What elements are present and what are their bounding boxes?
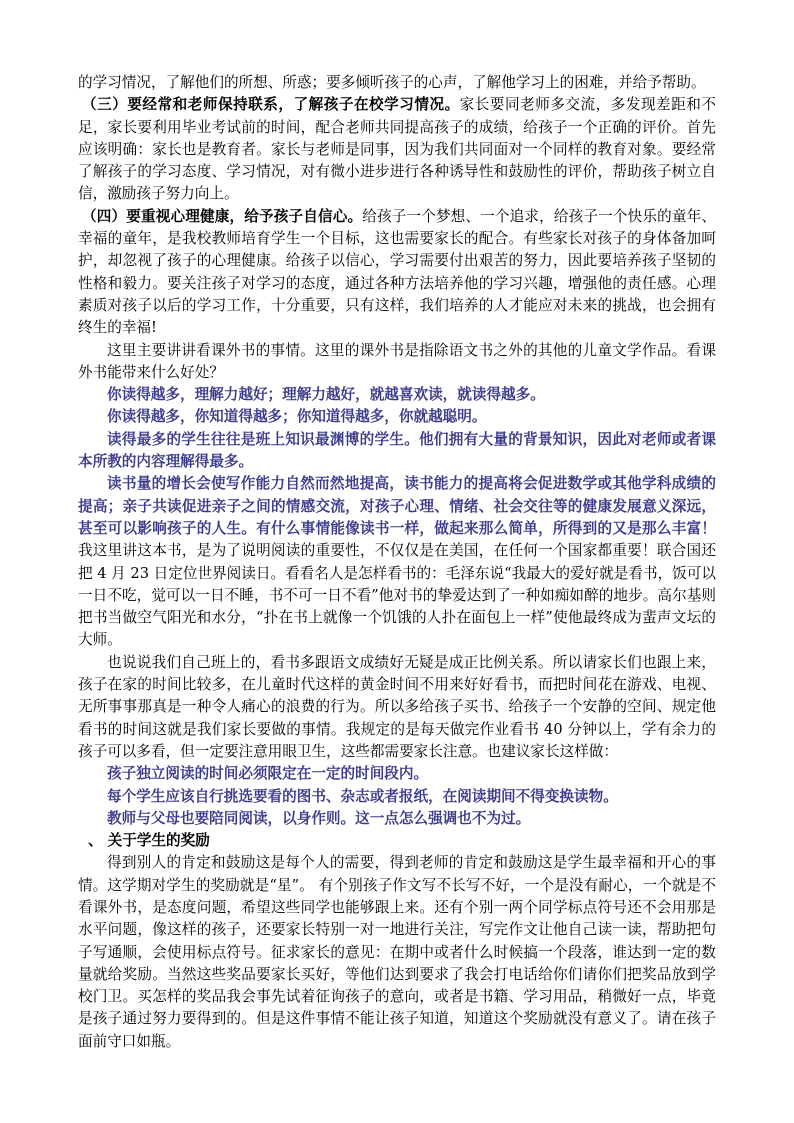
document-body: [78, 72, 716, 1053]
emphasis-line-knowledgeable: 读得最多的学生往往是班上知识最渊博的学生。他们拥有大量的背景知识，因此对老师或者课本所教的内容理解得最多。: [78, 430, 716, 471]
paragraph-text: 这里主要讲讲看课外书的事情。这里的课外书是指除语文书之外的其他的儿童文学作品。看课外书能带来什么好处？: [78, 341, 716, 381]
emphasis-line-read-more: 你读得越多，理解力越好；理解力越好，就越喜欢读，就读得越多。: [107, 386, 545, 404]
paragraph-text: 我这里讲这本书，是为了说明阅读的重要性，不仅仅是在美国，在任何一个国家都重要！联合国还把 4 月 23 日定位世界阅读日。看看名人是怎样看书的：毛泽东说“我最大的爱好就是看书，饭可以一日不吃，觉可以一日不睡，书不可一日不看”他对书的挚爱达到了一种如痴如醉的地步。高尔基则把书当做空气阳光和水分，“扑在书上就像一个饥饿的人扑在面包上一样”使他最终成为蜚声文坛的大师。: [78, 542, 716, 649]
paragraph-text: 也说说我们自己班上的，看书多跟语文成绩好无疑是成正比例关系。所以请家长们也跟上来，孩子在家的时间比较多，在儿童时代这样的黄金时间不用来好好看书，而把时间花在游戏、电视、无所事事那真是一种令人痛心的浪费的行为。所以多给孩子买书、给孩子一个安静的空间、规定他看书的时间这就是我们家长要做的事情。我规定的是每天做完作业看书 40 分钟以上，学有余力的孩子可以多看，但一定要注意用眼卫生，这些都需要家长注意。也建议家长这样做：: [78, 653, 716, 760]
emphasis-line-know-more: 你读得越多，你知道得越多；你知道得越多，你就越聪明。: [107, 408, 487, 426]
paragraph-extracurricular-books: [78, 340, 716, 385]
emphasis-reading-benefits: 读书量的增长会使写作能力自然而然地提高，读书能力的提高将会促进数学或其他学科成绩的提高；亲子共读促进亲子之间的情感交流，对孩子心理、情绪、社会交往等的健康发展意义深远，甚至可以影响孩子的人生。有什么事情能像读书一样，做起来那么简单，所得到的又是那么丰富！: [78, 475, 716, 537]
suggestion-line-1: 孩子独立阅读的时间必须限定在一定的时间段内。: [107, 765, 429, 783]
section-heading-rewards: 、 关于学生的奖励: [88, 832, 210, 850]
subheading-mental-health: （四）要重视心理健康，给予孩子自信心。: [82, 207, 363, 225]
suggestion-line-2: 每个学生应该自行挑选要看的图书、杂志或者报纸，在阅读期间不得变换读物。: [107, 787, 618, 805]
suggestion-line-3: 教师与父母也要陪同阅读，以身作则。这一点怎么强调也不为过。: [107, 809, 531, 827]
paragraph-contact-teacher: [78, 94, 716, 205]
paragraph-text: 得到别人的肯定和鼓励这是每个人的需要，得到老师的肯定和鼓励这是学生最幸福和开心的事情。这学期对学生的奖励就是“星”。 有个别孩子作文写不长写不好，一个是没有耐心，一个就是不看课外书，是态度问题，希望这些同学也能够跟上来。还有个别一两个同学标点符号还不会用那是水平问题，像这样的孩子，还要家长特别一对一地进行关注，写完作文让他自己读一读，帮助把句子写通顺，会使用标点符号。征求家长的意见：在期中或者什么时候搞一个段落，谁达到一定的数量就给奖励。当然这些奖品要家长买好，等他们达到要求了我会打电话给你们请你们把奖品放到学校门卫。买怎样的奖品我会事先试着征询孩子的意向，或者是书籍、学习用品，稍微好一点，毕竟是孩子通过努力要得到的。但是这件事情不能让孩子知道，知道这个奖励就没有意义了。请在孩子面前守口如瓶。: [78, 854, 716, 1050]
paragraph-reading-importance: [78, 473, 716, 651]
paragraph-class-reading: [78, 652, 716, 763]
paragraph-text: 给孩子一个梦想、一个追求，给孩子一个快乐的童年、幸福的童年，是我校教师培育学生一个目标，这也需要家长的配合。有些家长对孩子的身体备加呵护，却忽视了孩子的心理健康。给孩子以信心，学习需要付出艰苦的努力，因此要培养孩子坚韧的性格和毅力。要关注孩子对学习的态度，通过各种方法培养他的学习兴趣，增强他的责任感。心理素质对孩子以后的学习工作，十分重要，只有这样，我们培养的人才能应对未来的挑战，也会拥有终生的幸福!: [78, 207, 716, 337]
paragraph-text: 的学习情况，了解他们的所想、所惑；要多倾听孩子的心声，了解他学习上的困难，并给予帮助。: [78, 74, 706, 91]
paragraph-rewards: [78, 852, 716, 1053]
paragraph-continuation: [78, 72, 716, 94]
subheading-contact-teacher: （三）要经常和老师保持联系，了解孩子在校学习情况。: [82, 96, 460, 114]
paragraph-text: 家长要同老师多交流，多发现差距和不足，家长要利用毕业考试前的时间，配合老师共同提高孩子的成绩，给孩子一个正确的评价。首先应该明确：家长也是教育者。家长与老师是同事，因为我们共同面对一个同样的教育对象。要经常了解孩子的学习态度、学习情况，对有微小进步进行各种诱导性和鼓励性的评价，帮助孩子树立自信，激励孩子努力向上。: [78, 96, 716, 203]
paragraph-mental-health: [78, 206, 716, 340]
